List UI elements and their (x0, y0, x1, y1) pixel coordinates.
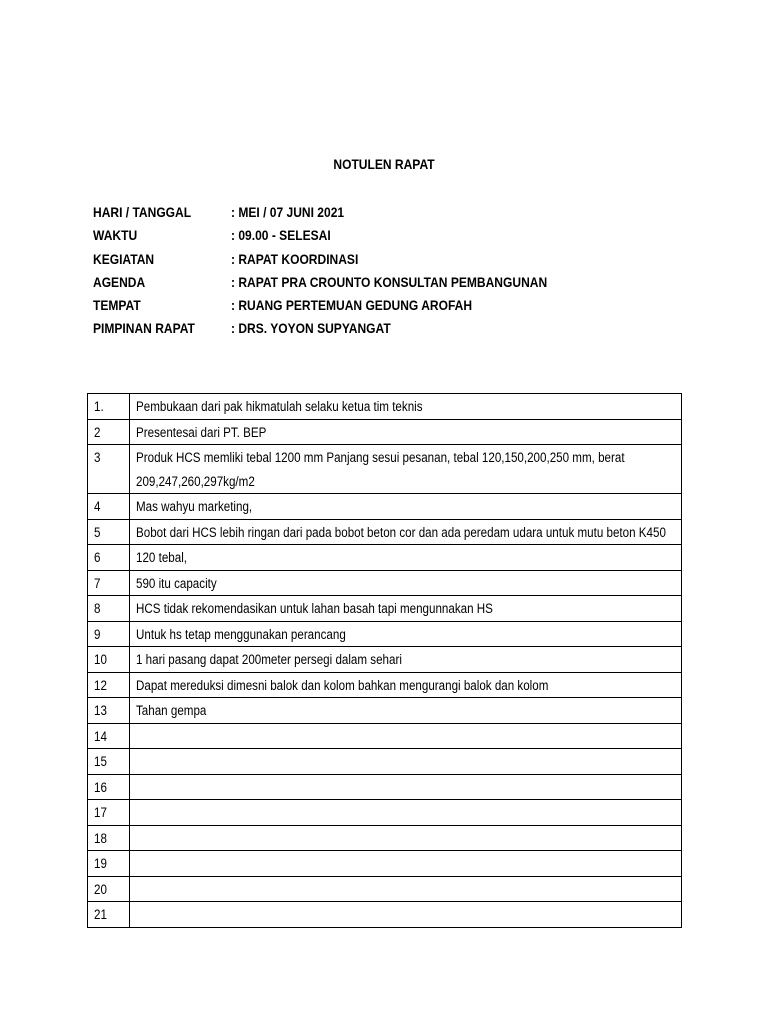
table-row (88, 672, 682, 698)
row-number: 6 (94, 550, 101, 565)
table-row (88, 723, 682, 749)
row-number: 18 (94, 830, 107, 846)
row-number: 15 (94, 754, 107, 769)
row-number-cell (88, 419, 130, 445)
info-value: : RUANG PERTEMUAN GEDUNG AROFAH (231, 297, 473, 314)
info-label: WAKTU (93, 227, 138, 244)
row-number-cell (88, 876, 130, 902)
table-row (88, 519, 682, 545)
info-value: : 09.00 - SELESAI (231, 227, 331, 244)
row-text-cell (130, 774, 682, 800)
row-text: Dapat mereduksi dimesni balok dan kolom bahkan mengurangi balok dan kolom (136, 677, 549, 693)
row-number: 20 (94, 881, 107, 897)
row-number: 19 (94, 856, 107, 871)
table-row (88, 596, 682, 622)
row-number-cell (88, 723, 130, 749)
row-text-cell (130, 570, 682, 596)
row-number: 4 (94, 499, 101, 514)
row-number-cell (88, 621, 130, 647)
row-number-cell (88, 902, 130, 928)
row-number-cell (88, 394, 130, 420)
table-row (88, 698, 682, 724)
row-number-cell (88, 800, 130, 826)
table-row (88, 445, 682, 494)
table-row (88, 545, 682, 571)
info-label: HARI / TANGGAL (93, 204, 192, 220)
row-number-cell (88, 596, 130, 622)
info-label: AGENDA (93, 273, 146, 290)
table-row (88, 902, 682, 928)
row-text-cell (130, 825, 682, 851)
row-text: Produk HCS memliki tebal 1200 mm Panjang sesui pesanan, tebal 120,150,200,250 mm, berat 209,247,260,297kg/m2 (136, 450, 625, 489)
row-text-cell (130, 851, 682, 877)
info-value: : DRS. YOYON SUPYANGAT (231, 320, 391, 337)
row-number: 12 (94, 677, 107, 693)
table-row (88, 570, 682, 596)
row-number-cell (88, 647, 130, 673)
row-text-cell (130, 749, 682, 775)
row-text-cell (130, 876, 682, 902)
row-text: HCS tidak rekomendasikan untuk lahan basah tapi mengunnakan HS (136, 601, 493, 616)
row-number-cell (88, 570, 130, 596)
row-text: Presentesai dari PT. BEP (136, 424, 267, 440)
row-number: 3 (94, 450, 101, 465)
table-row (88, 749, 682, 775)
row-text: Tahan gempa (136, 703, 207, 718)
info-label: PIMPINAN RAPAT (93, 320, 195, 337)
row-text-cell (130, 647, 682, 673)
row-number: 16 (94, 779, 107, 795)
row-text: Bobot dari HCS lebih ringan dari pada bobot beton cor dan ada peredam udara untuk mutu beton K450 (136, 524, 666, 540)
row-text: Untuk hs tetap menggunakan perancang (136, 626, 346, 642)
notes-table (87, 393, 682, 928)
row-number: 21 (94, 907, 107, 922)
table-row (88, 419, 682, 445)
table-row (88, 876, 682, 902)
info-value: : MEI / 07 JUNI 2021 (231, 204, 345, 220)
info-value: : RAPAT KOORDINASI (231, 250, 359, 267)
row-number: 17 (94, 805, 107, 820)
row-text-cell (130, 621, 682, 647)
row-text-cell (130, 723, 682, 749)
table-row (88, 494, 682, 520)
row-text-cell (130, 800, 682, 826)
row-text-cell (130, 672, 682, 698)
row-number: 9 (94, 626, 101, 642)
row-number: 7 (94, 575, 101, 591)
row-number-cell (88, 545, 130, 571)
info-value: : RAPAT PRA CROUNTO KONSULTAN PEMBANGUNAN (231, 273, 548, 290)
row-number: 2 (94, 424, 101, 440)
table-row (88, 621, 682, 647)
row-number: 1. (94, 399, 104, 414)
row-text-cell (130, 445, 682, 494)
row-text-cell (130, 419, 682, 445)
row-text-cell (130, 902, 682, 928)
row-text: 1 hari pasang dapat 200meter persegi dalam sehari (136, 652, 402, 667)
row-number-cell (88, 494, 130, 520)
row-number-cell (88, 672, 130, 698)
row-number: 5 (94, 524, 101, 540)
row-text: Mas wahyu marketing, (136, 499, 253, 514)
table-row (88, 774, 682, 800)
row-text-cell (130, 596, 682, 622)
table-row (88, 394, 682, 420)
row-text: 120 tebal, (136, 550, 188, 565)
row-number: 8 (94, 601, 101, 616)
row-text-cell (130, 698, 682, 724)
row-number-cell (88, 825, 130, 851)
row-text-cell (130, 394, 682, 420)
row-number: 14 (94, 728, 107, 744)
document-title: NOTULEN RAPAT (333, 156, 435, 172)
row-number-cell (88, 445, 130, 494)
info-label: TEMPAT (93, 297, 141, 314)
row-number: 10 (94, 652, 107, 667)
row-number-cell (88, 519, 130, 545)
notes-table-body (88, 394, 682, 928)
row-text: Pembukaan dari pak hikmatulah selaku ketua tim teknis (136, 399, 423, 414)
row-text-cell (130, 494, 682, 520)
row-number-cell (88, 851, 130, 877)
info-label: KEGIATAN (93, 250, 155, 267)
table-row (88, 647, 682, 673)
row-text-cell (130, 545, 682, 571)
row-number: 13 (94, 703, 107, 718)
row-text: 590 itu capacity (136, 575, 217, 591)
table-row (88, 851, 682, 877)
row-number-cell (88, 774, 130, 800)
row-text-cell (130, 519, 682, 545)
row-number-cell (88, 749, 130, 775)
table-row (88, 825, 682, 851)
row-number-cell (88, 698, 130, 724)
table-row (88, 800, 682, 826)
